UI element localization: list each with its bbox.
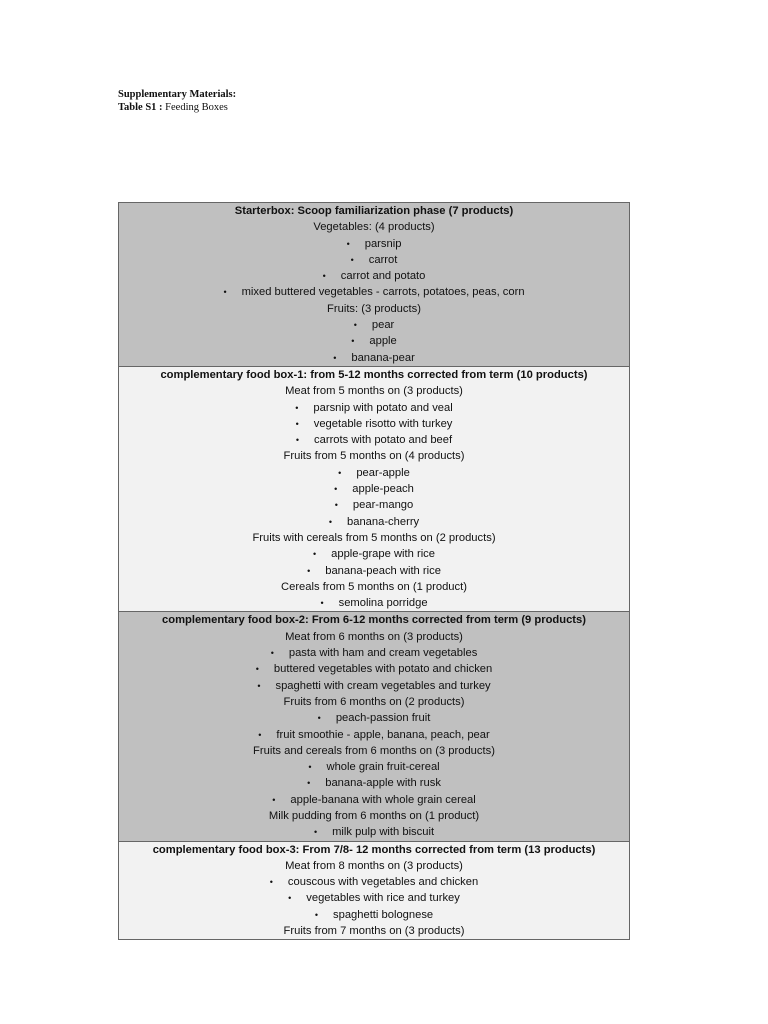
list-item xyxy=(119,792,629,808)
document-heading xyxy=(118,88,236,114)
item-text: apple-banana with whole grain cereal xyxy=(290,793,476,806)
item-text: whole grain fruit-cereal xyxy=(326,761,440,774)
bullet-icon: • xyxy=(257,680,261,691)
item-text: pasta with ham and cream vegetables xyxy=(288,647,478,660)
bullet-icon: • xyxy=(320,598,324,609)
list-item xyxy=(119,465,629,481)
bullet-icon: • xyxy=(312,549,317,560)
list-item xyxy=(119,645,629,661)
item-text: pear-mango xyxy=(352,499,414,512)
list-item xyxy=(119,874,629,890)
table-section xyxy=(119,366,629,611)
bullet-icon: • xyxy=(223,287,227,298)
item-text: vegetable risotto with turkey xyxy=(313,417,453,430)
bullet-icon: • xyxy=(346,238,350,249)
bullet-icon: • xyxy=(269,877,273,888)
item-text: semolina porridge xyxy=(338,597,428,610)
list-item xyxy=(119,890,629,906)
item-text: fruit smoothie - apple, banana, peach, pear xyxy=(276,728,490,741)
list-item xyxy=(119,284,629,300)
list-item xyxy=(119,317,629,333)
bullet-icon: • xyxy=(295,435,300,446)
bullet-icon: • xyxy=(308,762,312,773)
list-item xyxy=(119,775,629,791)
list-item xyxy=(119,710,629,726)
item-text: parsnip xyxy=(364,237,402,250)
list-item xyxy=(119,268,629,284)
bullet-icon: • xyxy=(333,352,337,363)
item-text: couscous with vegetables and chicken xyxy=(287,876,479,889)
list-item xyxy=(119,252,629,268)
section-title: complementary food box-2: From 6-12 months corrected from term (9 products) xyxy=(162,614,586,627)
item-text: banana-apple with rusk xyxy=(325,777,441,790)
category-label: Fruits from 7 months on (3 products) xyxy=(283,925,465,938)
list-item xyxy=(119,514,629,530)
category-label: Meat from 8 months on (3 products) xyxy=(285,859,463,872)
bullet-icon: • xyxy=(322,271,326,282)
list-item xyxy=(119,824,629,840)
item-text: banana-peach with rice xyxy=(325,564,441,577)
item-text: apple-grape with rice xyxy=(331,548,435,561)
item-text: apple xyxy=(369,335,397,348)
section-title: Starterbox: Scoop familiarization phase (7 products) xyxy=(234,205,514,217)
category-label: Fruits from 6 months on (2 products) xyxy=(283,695,465,708)
bullet-icon: • xyxy=(270,648,274,659)
category-label: Meat from 6 months on (3 products) xyxy=(285,630,463,643)
section-title: complementary food box-1: from 5-12 months corrected from term (10 products) xyxy=(160,368,588,381)
item-text: milk pulp with biscuit xyxy=(332,826,435,839)
list-item xyxy=(119,907,629,923)
category-label: Fruits: (3 products) xyxy=(327,302,421,315)
category-label: Fruits with cereals from 5 months on (2 products) xyxy=(252,531,496,544)
bullet-icon: • xyxy=(334,484,338,495)
item-text: carrot and potato xyxy=(340,270,426,283)
table-section xyxy=(119,203,629,366)
list-item xyxy=(119,497,629,513)
list-item xyxy=(119,759,629,775)
bullet-icon: • xyxy=(288,893,292,904)
category-label: Cereals from 5 months on (1 product) xyxy=(281,580,467,593)
bullet-icon: • xyxy=(272,794,276,805)
table-caption-text: Feeding Boxes xyxy=(165,102,228,113)
feeding-boxes-table xyxy=(118,202,630,940)
item-text: mixed buttered vegetables - carrots, potatoes, peas, corn xyxy=(241,286,525,299)
item-text: vegetables with rice and turkey xyxy=(306,892,460,905)
list-item xyxy=(119,432,629,448)
bullet-icon: • xyxy=(307,565,311,576)
list-item xyxy=(119,416,629,432)
table-label: Table S1 : xyxy=(118,102,163,113)
list-item xyxy=(119,481,629,497)
list-item xyxy=(119,400,629,416)
section-title: complementary food box-3: From 7/8- 12 months corrected from term (13 products) xyxy=(152,843,596,856)
list-item xyxy=(119,236,629,252)
bullet-icon: • xyxy=(328,516,332,527)
table-section xyxy=(119,841,629,940)
item-text: banana-cherry xyxy=(347,515,420,528)
item-text: carrot xyxy=(368,253,398,266)
item-text: carrots with potato and beef xyxy=(314,434,453,447)
item-text: peach-passion fruit xyxy=(335,712,431,725)
list-item xyxy=(119,563,629,579)
category-label: Fruits and cereals from 6 months on (3 products) xyxy=(253,744,495,757)
item-text: banana-pear xyxy=(351,351,415,364)
item-text: pear-apple xyxy=(356,466,410,479)
item-text: apple-peach xyxy=(352,483,414,496)
list-item xyxy=(119,678,629,694)
list-item xyxy=(119,727,629,743)
list-item xyxy=(119,661,629,677)
bullet-icon: • xyxy=(351,336,355,347)
category-label: Meat from 5 months on (3 products) xyxy=(285,385,463,398)
bullet-icon: • xyxy=(295,402,299,413)
bullet-icon: • xyxy=(313,827,318,838)
item-text: pear xyxy=(371,319,395,332)
item-text: buttered vegetables with potato and chicken xyxy=(273,663,493,676)
category-label: Vegetables: (4 products) xyxy=(313,221,435,234)
item-text: spaghetti bolognese xyxy=(333,908,434,921)
list-item xyxy=(119,595,629,611)
supplementary-heading: Supplementary Materials: xyxy=(118,89,237,100)
bullet-icon: • xyxy=(258,729,262,740)
bullet-icon: • xyxy=(314,909,318,920)
bullet-icon: • xyxy=(317,713,321,724)
table-section xyxy=(119,611,629,840)
list-item xyxy=(119,333,629,349)
bullet-icon: • xyxy=(295,418,299,429)
category-label: Fruits from 5 months on (4 products) xyxy=(283,450,465,463)
table-caption xyxy=(118,101,236,114)
list-item xyxy=(119,350,629,366)
list-item xyxy=(119,546,629,562)
item-text: parsnip with potato and veal xyxy=(313,401,453,414)
bullet-icon: • xyxy=(334,500,338,511)
bullet-icon: • xyxy=(255,664,259,675)
item-text: spaghetti with cream vegetables and turkey xyxy=(275,679,491,692)
category-label: Milk pudding from 6 months on (1 product) xyxy=(268,809,480,822)
bullet-icon: • xyxy=(307,778,311,789)
bullet-icon: • xyxy=(350,254,354,265)
bullet-icon: • xyxy=(338,467,342,478)
bullet-icon: • xyxy=(353,320,357,331)
